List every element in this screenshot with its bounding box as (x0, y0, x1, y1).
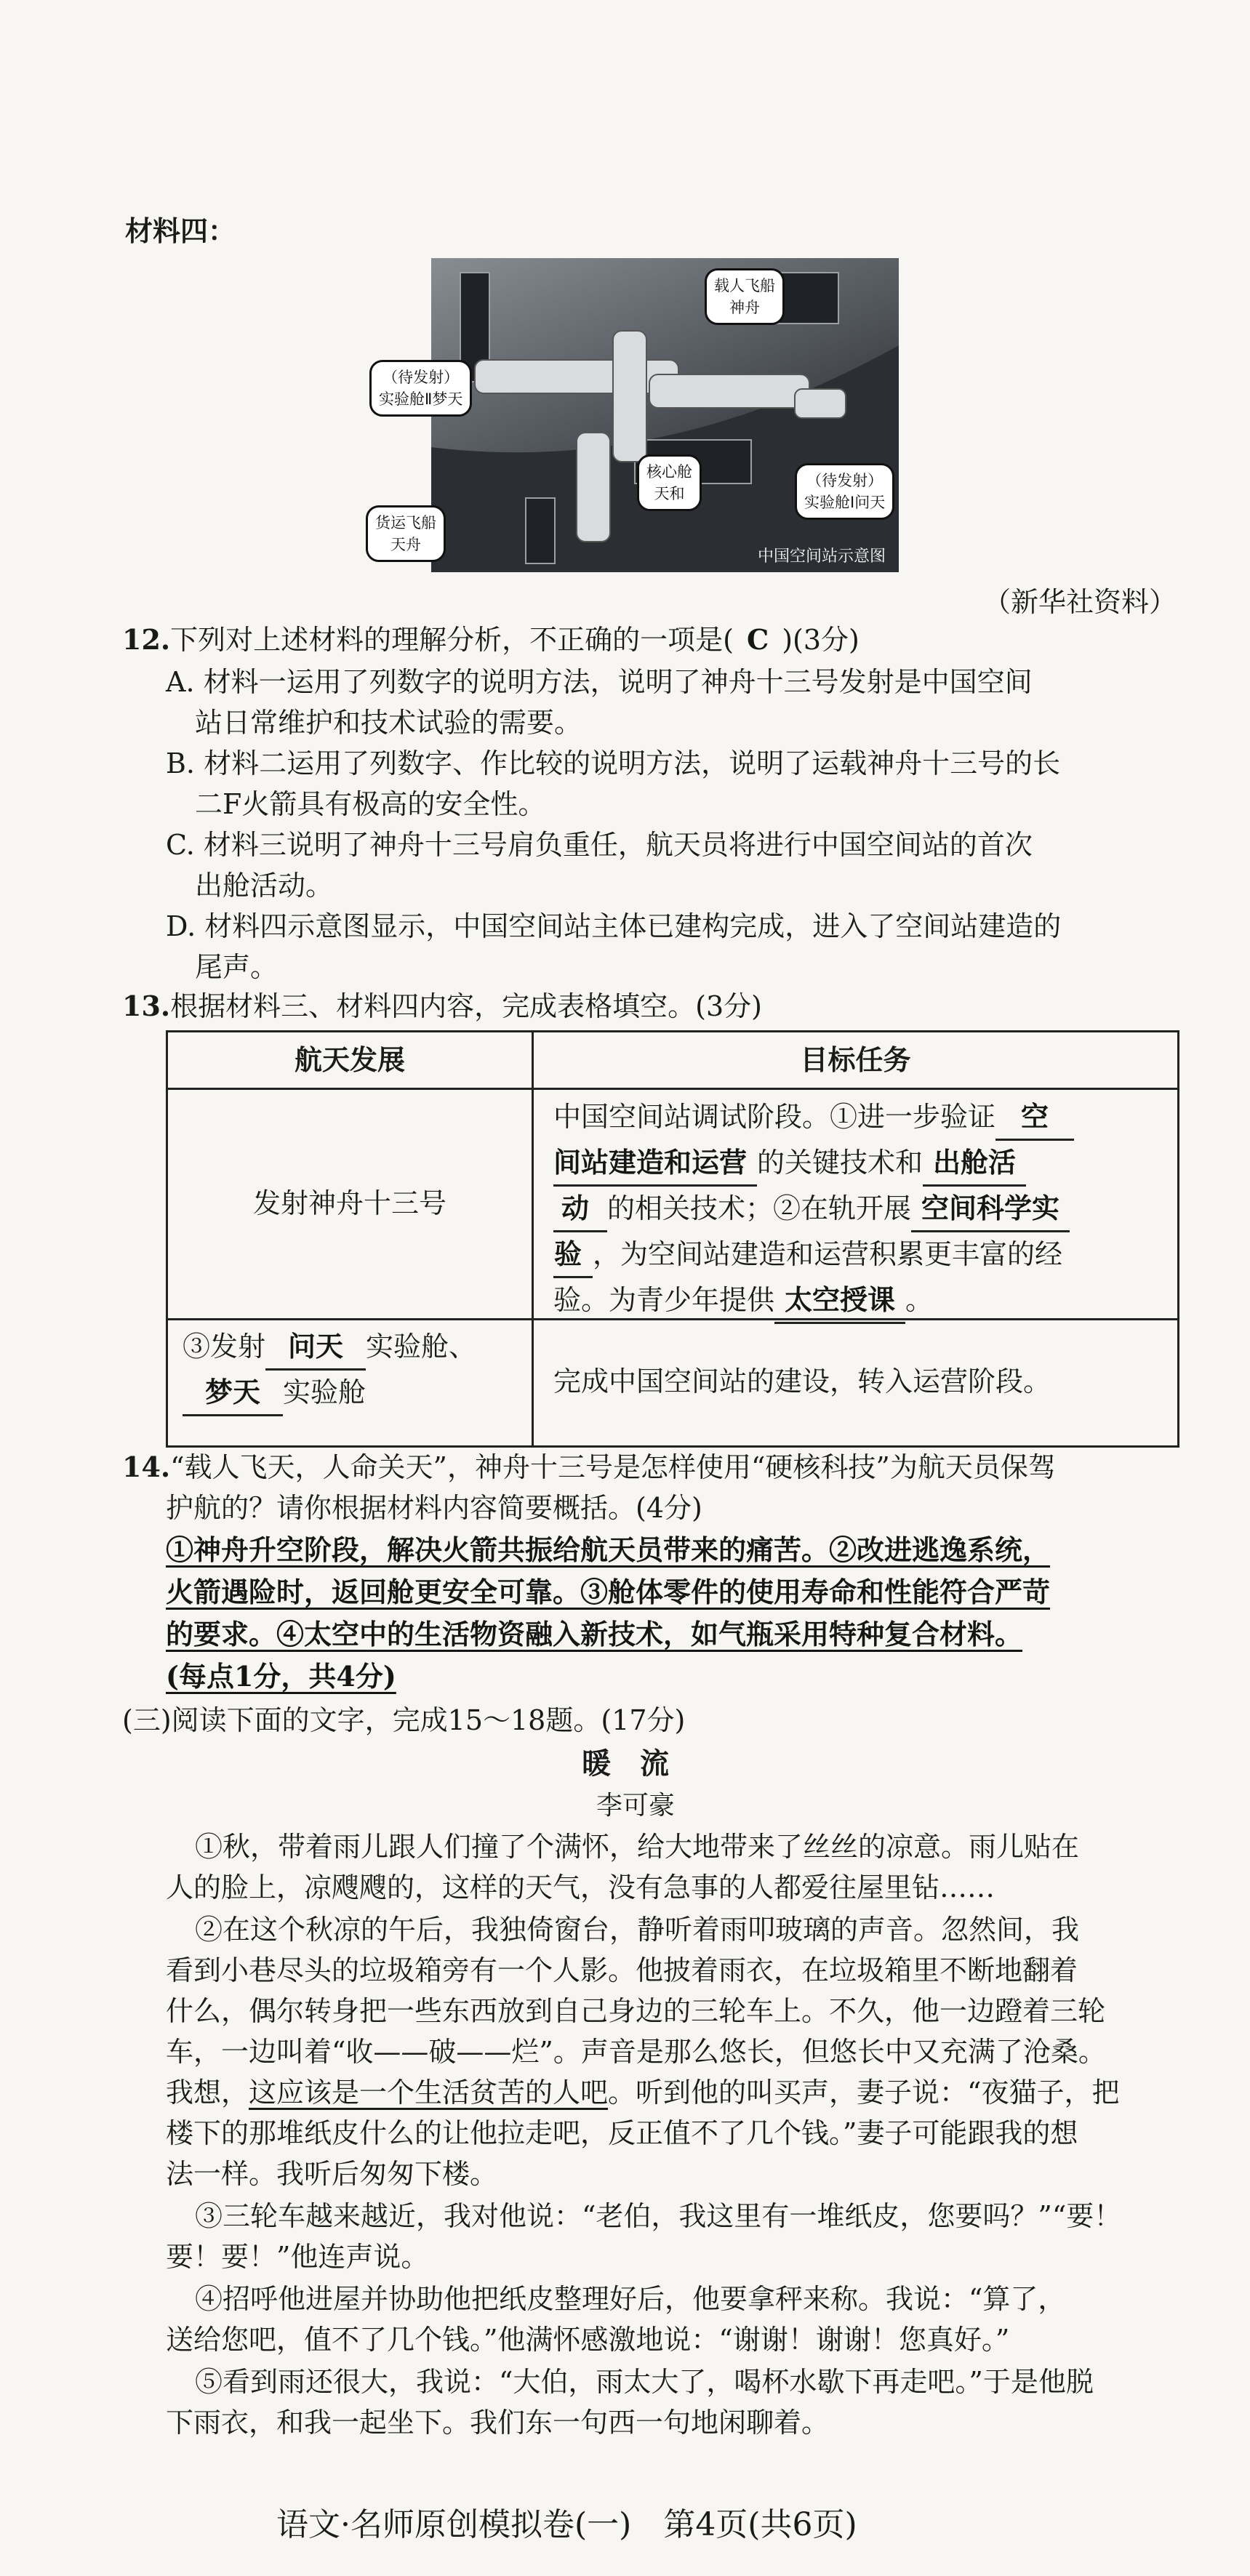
q12-stem: 12.下列对上述材料的理解分析，不正确的一项是( C )(3分) (122, 623, 860, 656)
blank-mengtian: 梦天 (183, 1371, 283, 1416)
underlined-sentence: 这应该是一个生活贫苦的人吧 (249, 2077, 609, 2108)
article-author: 李可豪 (596, 1791, 676, 1821)
q14-answer-line2: 火箭遇险时，返回舱更安全可靠。③舱体零件的使用寿命和性能符合严苛 (166, 1576, 1051, 1608)
q14-answer-line3: 的要求。④太空中的生活物资融入新技术，如气瓶采用特种复合材料。 (166, 1618, 1023, 1650)
q14-stem-line2: 护航的？请你根据材料内容简要概括。(4分) (166, 1492, 702, 1524)
callout-tianzhou: 货运飞船 天舟 (366, 505, 446, 562)
blank-4: 太空授课 (774, 1278, 905, 1324)
callout-mengtian: （待发射） 实验舱Ⅱ梦天 (369, 360, 472, 417)
blank-2b: 动 (553, 1187, 607, 1232)
q12-option-b-line1: B. 材料二运用了列数字、作比较的说明方法，说明了运载神舟十三号的长 (166, 747, 1061, 779)
figure-source: （新华社资料） (983, 586, 1177, 618)
row1-right: 中国空间站调试阶段。①进一步验证 空 间站建造和运营 的关键技术和 出舱活 动 的相关技术；②在轨开展 空间科学实 验 ，为空间站建造和运营积累更丰富的经 验。为青少年提供 太空授课 。 (553, 1095, 1171, 1324)
para2-line1: ②在这个秋凉的午后，我独倚窗台，静听着雨叩玻璃的声音。忽然间，我 (195, 1914, 1080, 1946)
blank-2a: 出舱活 (923, 1141, 1026, 1187)
row2-right: 完成中国空间站的建设，转入运营阶段。 (553, 1365, 1051, 1397)
para1-line2: 人的脸上，凉飕飕的，这样的天气，没有急事的人都爱往屋里钻…… (166, 1871, 995, 1903)
callout-wentian: （待发射） 实验舱Ⅰ问天 (795, 463, 894, 520)
para2-line6: 楼下的那堆纸皮什么的让他拉走吧，反正值不了几个钱。”妻子可能跟我的想 (166, 2117, 1078, 2149)
row1-left: 发射神舟十三号 (252, 1187, 446, 1219)
blank-wentian: 问天 (265, 1325, 366, 1371)
para2-line2: 看到小巷尽头的垃圾箱旁有一个人影。他披着雨衣，在垃圾箱里不断地翻着 (166, 1954, 1078, 1986)
para1-line1: ①秋，带着雨儿跟人们撞了个满怀，给大地带来了丝丝的凉意。雨儿贴在 (195, 1831, 1080, 1863)
q12-option-a-line1: A. 材料一运用了列数字的说明方法，说明了神舟十三号发射是中国空间 (166, 666, 1033, 698)
q14-stem-line1: 14.“载人飞天，人命关天”，神舟十三号是怎样使用“硬核科技”为航天员保驾 (122, 1450, 1056, 1483)
q12-option-d-line2: 尾声。 (195, 951, 279, 983)
table-header-right: 目标任务 (800, 1044, 911, 1076)
q13-table (166, 1030, 1179, 1448)
space-station-illustration (431, 258, 899, 572)
row2-left: ③发射 问天 实验舱、 梦天 实验舱 (183, 1325, 524, 1416)
figure-caption: 中国空间站示意图 (757, 547, 886, 566)
material-heading: 材料四： (125, 215, 236, 247)
q12-option-b-line2: 二F火箭具有极高的安全性。 (195, 788, 546, 820)
para2-line3: 什么，偶尔转身把一些东西放到自己身边的三轮车上。不久，他一边蹬着三轮 (166, 1995, 1106, 2027)
para2-line7: 法一样。我听后匆匆下楼。 (166, 2158, 498, 2190)
blank-3a: 空间科学实 (911, 1187, 1070, 1232)
para5-line1: ⑤看到雨还很大，我说：“大伯，雨太大了，喝杯水歇下再走吧。”于是他脱 (195, 2366, 1094, 2398)
blank-1a: 空 (995, 1095, 1074, 1141)
para3-line1: ③三轮车越来越近，我对他说：“老伯，我这里有一堆纸皮，您要吗？”“要！ (195, 2200, 1122, 2232)
page-footer: 语文·名师原创模拟卷(一) 第4页(共6页) (276, 2506, 857, 2543)
space-station-figure (375, 258, 899, 572)
para3-line2: 要！要！”他连声说。 (166, 2241, 429, 2273)
para2-line5: 我想，这应该是一个生活贫苦的人吧。听到他的叫买声，妻子说：“夜猫子，把 (166, 2077, 1120, 2108)
table-header-left: 航天发展 (294, 1044, 405, 1076)
para5-line2: 下雨衣，和我一起坐下。我们东一句西一句地闲聊着。 (166, 2407, 830, 2439)
section-intro: (三)阅读下面的文字，完成15～18题。(17分) (122, 1704, 686, 1736)
para2-line4: 车，一边叫着“收——破——烂”。声音是那么悠长，但悠长中又充满了沧桑。 (166, 2036, 1106, 2068)
blank-1b: 间站建造和运营 (553, 1141, 757, 1187)
article-title: 暖 流 (582, 1746, 669, 1781)
q14-answer-line1: ①神舟升空阶段，解决火箭共振给航天员带来的痛苦。②改进逃逸系统， (166, 1533, 1051, 1566)
q12-answer: C (746, 623, 769, 656)
para4-line1: ④招呼他进屋并协助他把纸皮整理好后，他要拿秤来称。我说：“算了， (195, 2283, 1066, 2315)
callout-tianhe: 核心舱 天和 (637, 454, 702, 511)
q12-option-c-line1: C. 材料三说明了神舟十三号肩负重任，航天员将进行中国空间站的首次 (166, 829, 1033, 861)
table-divider (532, 1032, 534, 1445)
q13-stem: 13.根据材料三、材料四内容，完成表格填空。(3分) (122, 990, 762, 1022)
callout-shenzhou: 载人飞船 神舟 (705, 268, 785, 325)
q14-answer-line4: (每点1分，共4分) (166, 1660, 396, 1693)
q12-option-a-line2: 站日常维护和技术试验的需要。 (195, 707, 582, 739)
blank-3b: 验 (553, 1232, 593, 1278)
q12-option-d-line1: D. 材料四示意图显示，中国空间站主体已建构完成，进入了空间站建造的 (166, 910, 1062, 942)
para4-line2: 送给您吧，值不了几个钱。”他满怀感激地说：“谢谢！谢谢！您真好。” (166, 2324, 1010, 2356)
q12-option-c-line2: 出舱活动。 (195, 870, 334, 902)
